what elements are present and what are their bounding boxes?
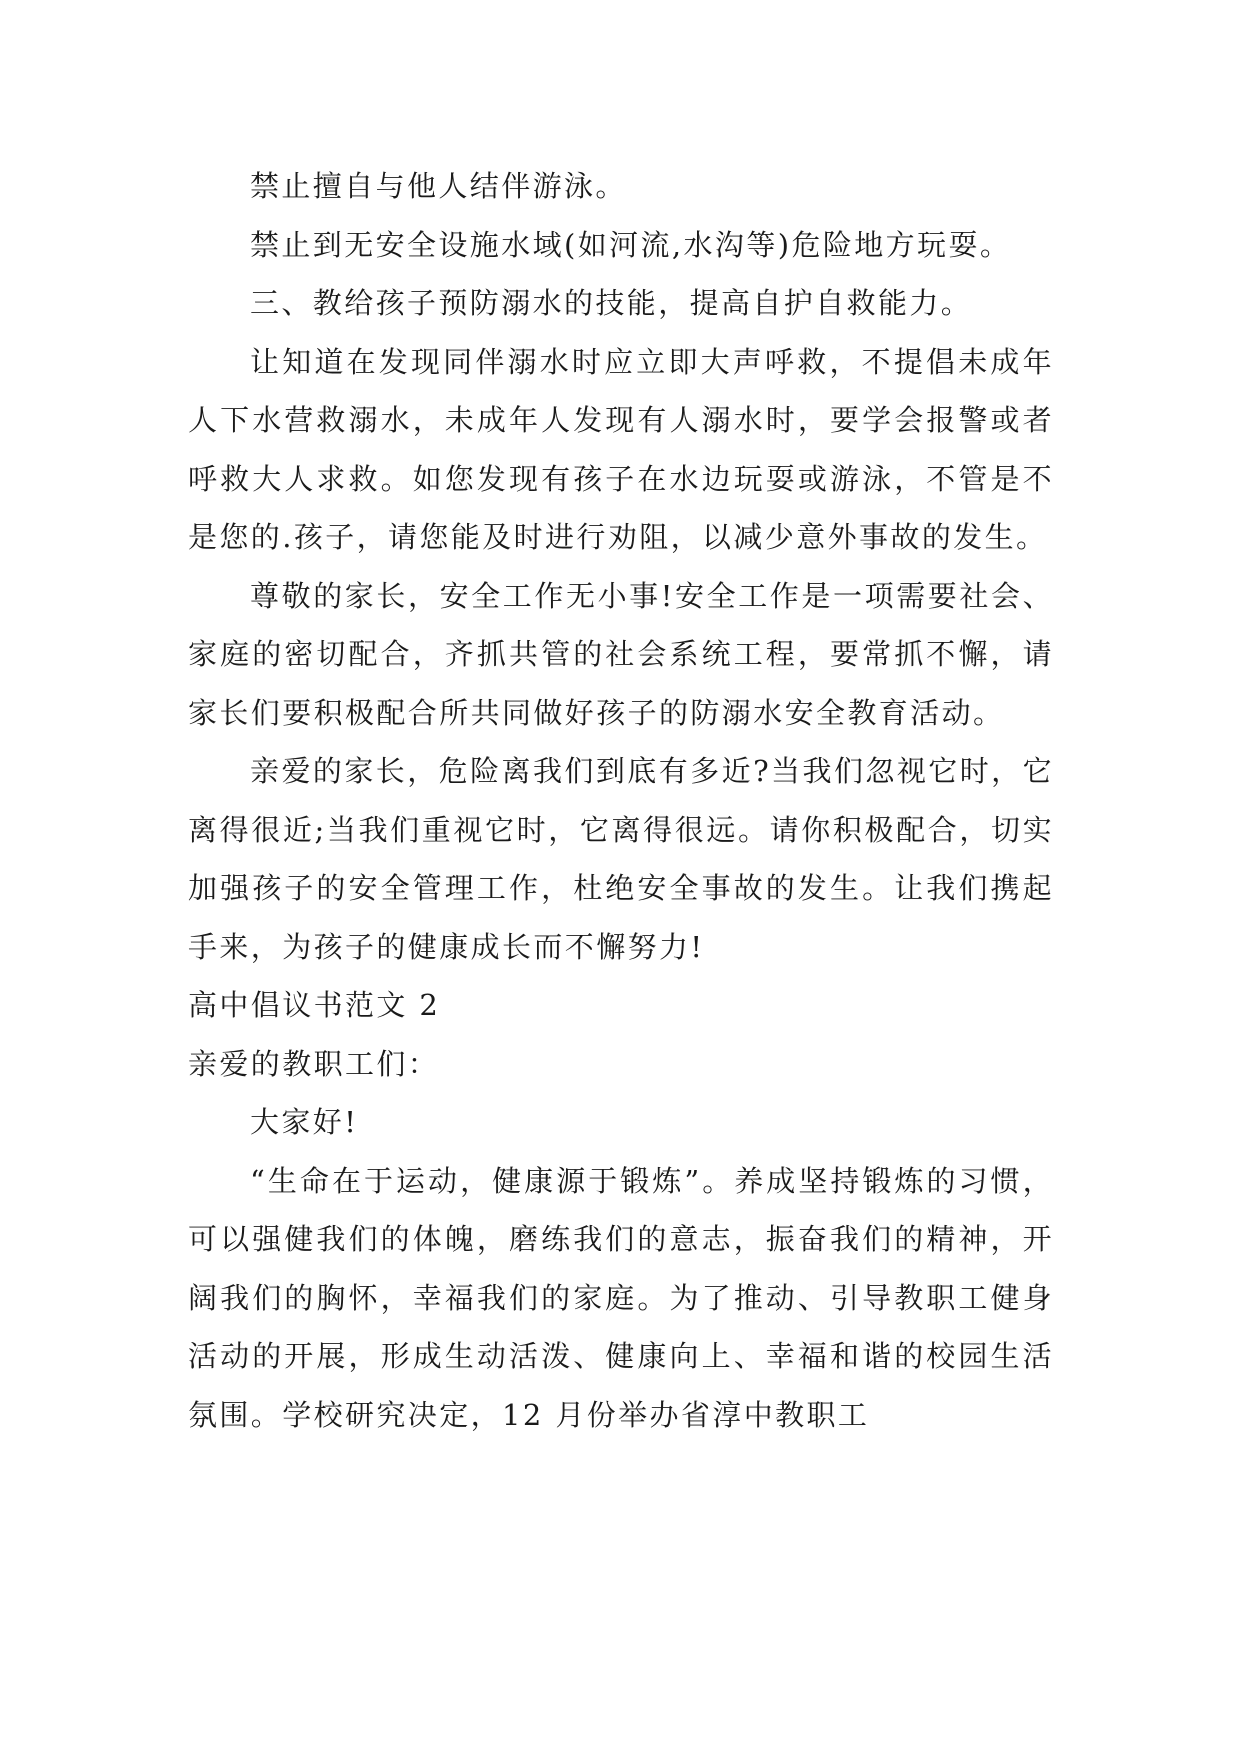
paragraph-danger-reminder: 亲爱的家长，危险离我们到底有多近?当我们忽视它时，它离得很近;当我们重视它时，它离得很远。请你积极配合，切实加强孩子的安全管理工作，杜绝安全事故的发生。让我们携起手来，为孩子的健康成长而不懈努力! <box>188 754 1054 964</box>
paragraph-no-unsupervised-swimming: 禁止擅自与他人结伴游泳。 <box>250 169 627 203</box>
document-body <box>188 157 1054 1444</box>
paragraph-fitness-initiative: “生命在于运动，健康源于锻炼”。养成坚持锻炼的习惯，可以强健我们的体魄，磨练我们的意志，振奋我们的精神，开阔我们的胸怀，幸福我们的家庭。为了推动、引导教职工健身活动的开展，形成生动活泼、健康向上、幸福和谐的校园生活氛围。学校研究决定，12 月份举办省淳中教职工 <box>188 1163 1054 1432</box>
greeting: 大家好! <box>250 1105 359 1139</box>
salutation: 亲爱的教职工们： <box>188 1046 440 1081</box>
paragraph-section-three-heading: 三、教给孩子预防溺水的技能，提高自护自救能力。 <box>250 286 973 320</box>
paragraph-rescue-guidance: 让知道在发现同伴溺水时应立即大声呼救，不提倡未成年人下水营救溺水，未成年人发现有人溺水时，要学会报警或者呼救大人求救。如您发现有孩子在水边玩耍或游泳，不管是不是您的.孩子，请您能及时进行劝阻，以减少意外事故的发生。 <box>188 344 1054 554</box>
section-title-sample-2: 高中倡议书范文 2 <box>188 988 441 1022</box>
paragraph-no-unsafe-waters: 禁止到无安全设施水域(如河流,水沟等)危险地方玩耍。 <box>250 227 1012 262</box>
paragraph-safety-cooperation: 尊敬的家长，安全工作无小事!安全工作是一项需要社会、家庭的密切配合，齐抓共管的社会系统工程，要常抓不懈，请家长们要积极配合所共同做好孩子的防溺水安全教育活动。 <box>188 578 1054 730</box>
